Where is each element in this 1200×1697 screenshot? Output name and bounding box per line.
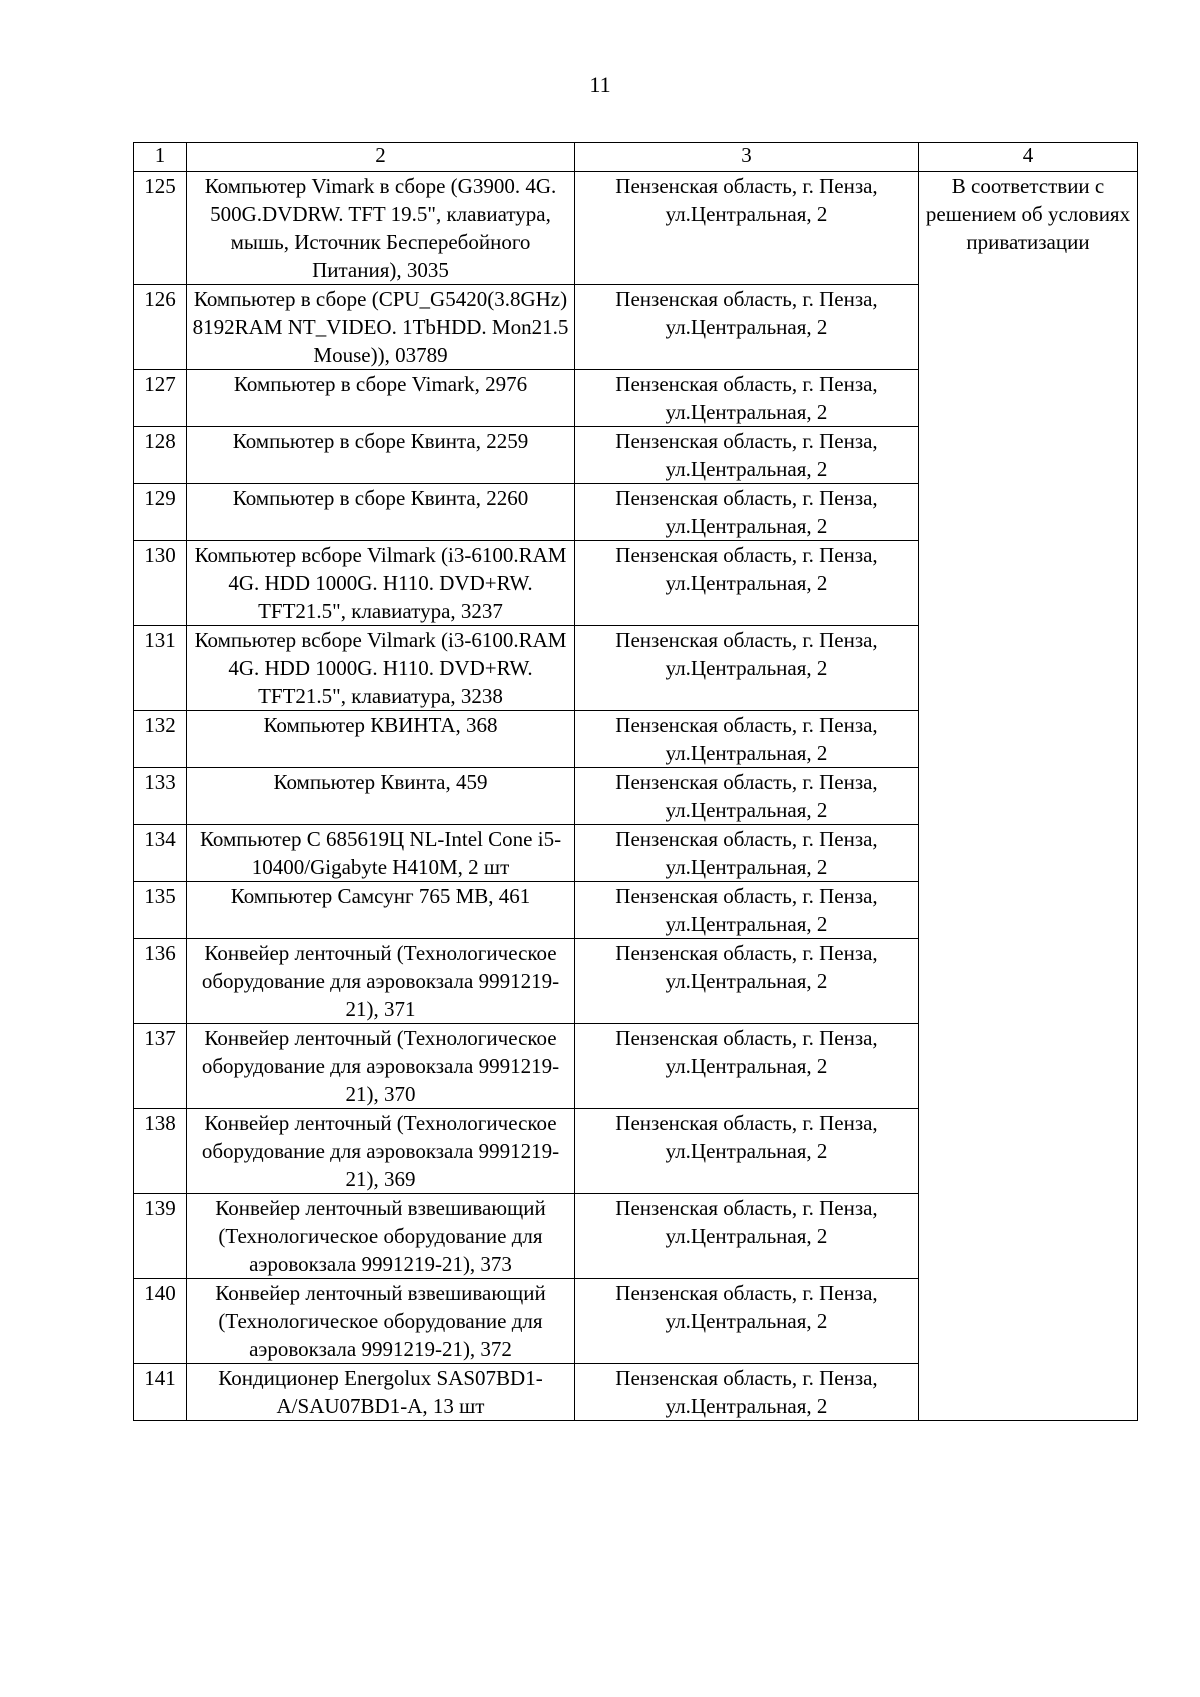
- item-address: Пензенская область, г. Пенза, ул.Центральная, 2: [575, 541, 919, 626]
- row-number: 134: [134, 825, 187, 882]
- item-name: Компьютер С 685619Ц NL-Intel Cone i5-10400/Gigabyte H410M, 2 шт: [187, 825, 575, 882]
- item-name: Кондиционер Energolux SAS07BD1-A/SAU07BD1-A, 13 шт: [187, 1364, 575, 1421]
- property-table: [133, 142, 1138, 1421]
- row-number: 135: [134, 882, 187, 939]
- item-name: Компьютер всборе Vilmark (i3-6100.RAM 4G. HDD 1000G. H110. DVD+RW. TFT21.5", клавиатура, 3237: [187, 541, 575, 626]
- row-number: 140: [134, 1279, 187, 1364]
- row-number: 133: [134, 768, 187, 825]
- item-name: Компьютер в сборе (CPU_G5420(3.8GHz) 8192RAM NT_VIDEO. 1TbHDD. Mon21.5 Mouse)), 03789: [187, 285, 575, 370]
- column-header-3: 3: [575, 143, 919, 172]
- item-address: Пензенская область, г. Пенза, ул.Центральная, 2: [575, 1109, 919, 1194]
- item-address: Пензенская область, г. Пенза, ул.Центральная, 2: [575, 1279, 919, 1364]
- table-row: [134, 172, 1138, 285]
- column-header-1: 1: [134, 143, 187, 172]
- item-name: Конвейер ленточный взвешивающий (Технологическое оборудование для аэровокзала 9991219-21), 373: [187, 1194, 575, 1279]
- row-number: 125: [134, 172, 187, 285]
- item-name: Компьютер в сборе Квинта, 2259: [187, 427, 575, 484]
- item-address: Пензенская область, г. Пенза, ул.Центральная, 2: [575, 1194, 919, 1279]
- item-address: Пензенская область, г. Пенза, ул.Центральная, 2: [575, 285, 919, 370]
- item-name: Компьютер Vimark в сборе (G3900. 4G. 500G.DVDRW. TFT 19.5", клавиатура, мышь, Источник Бесперебойного Питания), 3035: [187, 172, 575, 285]
- row-number: 129: [134, 484, 187, 541]
- row-number: 137: [134, 1024, 187, 1109]
- item-name: Конвейер ленточный (Технологическое оборудование для аэровокзала 9991219-21), 370: [187, 1024, 575, 1109]
- item-address: Пензенская область, г. Пенза, ул.Центральная, 2: [575, 370, 919, 427]
- item-name: Конвейер ленточный взвешивающий (Технологическое оборудование для аэровокзала 9991219-21), 372: [187, 1279, 575, 1364]
- item-name: Компьютер в сборе Квинта, 2260: [187, 484, 575, 541]
- item-address: Пензенская область, г. Пенза, ул.Центральная, 2: [575, 1364, 919, 1421]
- item-address: Пензенская область, г. Пенза, ул.Центральная, 2: [575, 939, 919, 1024]
- item-name: Конвейер ленточный (Технологическое оборудование для аэровокзала 9991219-21), 369: [187, 1109, 575, 1194]
- item-name: Компьютер всборе Vilmark (i3-6100.RAM 4G. HDD 1000G. H110. DVD+RW. TFT21.5", клавиатура, 3238: [187, 626, 575, 711]
- item-address: Пензенская область, г. Пенза, ул.Центральная, 2: [575, 711, 919, 768]
- item-address: Пензенская область, г. Пенза, ул.Центральная, 2: [575, 1024, 919, 1109]
- row-number: 128: [134, 427, 187, 484]
- privatization-note: В соответствии с решением об условиях приватизации: [919, 172, 1138, 1421]
- item-address: Пензенская область, г. Пенза, ул.Центральная, 2: [575, 172, 919, 285]
- column-header-4: 4: [919, 143, 1138, 172]
- row-number: 138: [134, 1109, 187, 1194]
- item-name: Конвейер ленточный (Технологическое оборудование для аэровокзала 9991219-21), 371: [187, 939, 575, 1024]
- row-number: 141: [134, 1364, 187, 1421]
- page-number: 11: [589, 72, 611, 97]
- item-name: Компьютер в сборе Vimark, 2976: [187, 370, 575, 427]
- column-header-2: 2: [187, 143, 575, 172]
- item-name: Компьютер Квинта, 459: [187, 768, 575, 825]
- item-address: Пензенская область, г. Пенза, ул.Центральная, 2: [575, 484, 919, 541]
- item-name: Компьютер КВИНТА, 368: [187, 711, 575, 768]
- row-number: 131: [134, 626, 187, 711]
- row-number: 126: [134, 285, 187, 370]
- item-name: Компьютер Самсунг 765 MB, 461: [187, 882, 575, 939]
- item-address: Пензенская область, г. Пенза, ул.Центральная, 2: [575, 768, 919, 825]
- row-number: 139: [134, 1194, 187, 1279]
- table-header-row: [134, 143, 1138, 172]
- item-address: Пензенская область, г. Пенза, ул.Центральная, 2: [575, 882, 919, 939]
- row-number: 127: [134, 370, 187, 427]
- row-number: 132: [134, 711, 187, 768]
- item-address: Пензенская область, г. Пенза, ул.Центральная, 2: [575, 626, 919, 711]
- item-address: Пензенская область, г. Пенза, ул.Центральная, 2: [575, 427, 919, 484]
- row-number: 136: [134, 939, 187, 1024]
- item-address: Пензенская область, г. Пенза, ул.Центральная, 2: [575, 825, 919, 882]
- row-number: 130: [134, 541, 187, 626]
